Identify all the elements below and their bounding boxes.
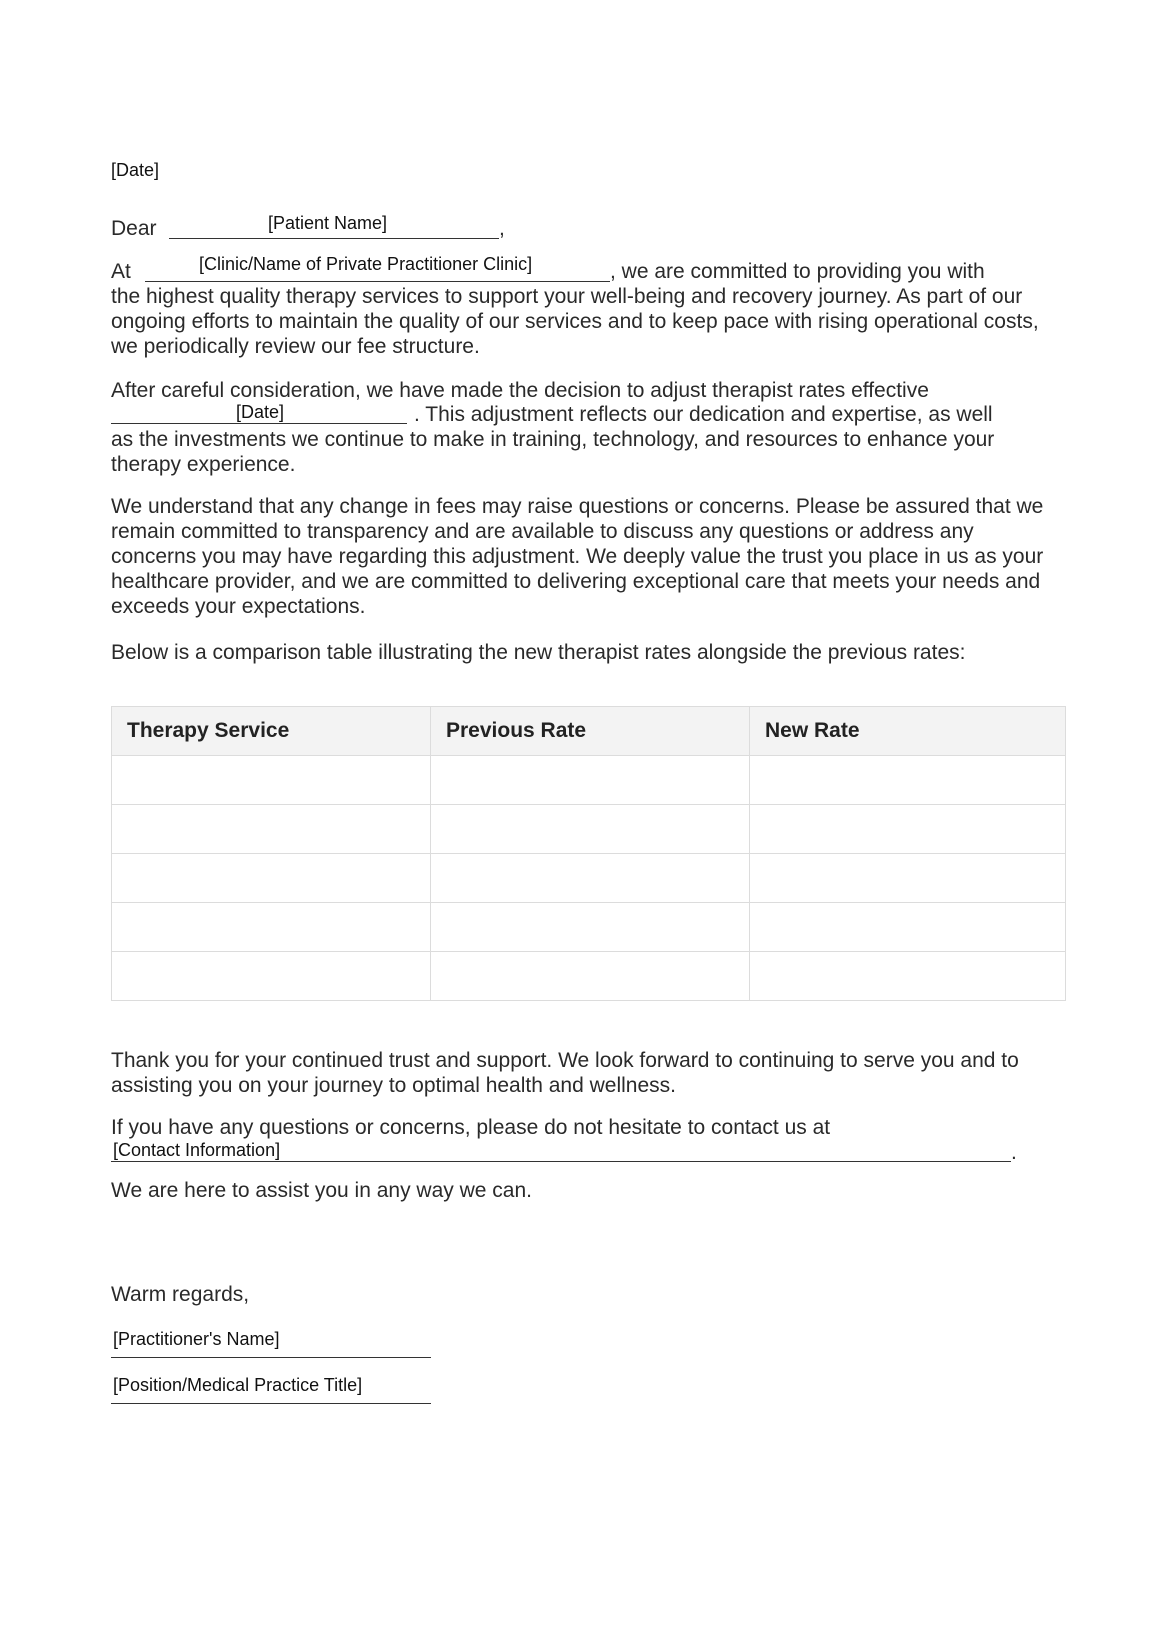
- table-header-row: [112, 707, 1066, 756]
- cell-therapy-service[interactable]: [112, 756, 431, 805]
- cell-new-rate[interactable]: [750, 952, 1066, 1001]
- para2-rest: as the investments we continue to make in training, technology, and resources to enhance your therapy experience.: [111, 428, 995, 476]
- rates-comparison-table: [111, 706, 1066, 1001]
- para2-line2-rest: . This adjustment reflects our dedication and expertise, as well: [414, 403, 993, 426]
- table-row: [112, 805, 1066, 854]
- table-row: [112, 854, 1066, 903]
- patient-name-blank: [169, 238, 499, 239]
- cell-new-rate[interactable]: [750, 756, 1066, 805]
- cell-new-rate[interactable]: [750, 903, 1066, 952]
- cell-therapy-service[interactable]: [112, 805, 431, 854]
- para3: We understand that any change in fees may raise questions or concerns. Please be assured that we remain committed to transparency and are available to discuss any questions or address any concerns you may have regarding this adjustment. We deeply value the trust you place in us as your healthcare provider, and we are committed to delivering exceptional care that meets your needs and exceeds your expectations.: [111, 495, 1044, 618]
- position-title-field[interactable]: [Position/Medical Practice Title]: [113, 1375, 363, 1395]
- para5: Thank you for your continued trust and support. We look forward to continuing to serve you and to assisting you on your journey to optimal health and wellness.: [111, 1049, 1019, 1097]
- clinic-blank: [145, 281, 610, 282]
- para6-line1: If you have any questions or concerns, please do not hesitate to contact us at: [111, 1116, 831, 1139]
- para6-period: .: [1011, 1141, 1017, 1164]
- effective-date-field[interactable]: [Date]: [236, 402, 285, 422]
- cell-previous-rate[interactable]: [431, 756, 750, 805]
- intro-paragraph: the highest quality therapy services to support your well-being and recovery journey. As part of our ongoing efforts to maintain the quality of our services and to keep pace with rising operational costs, we periodically review our fee structure.: [111, 285, 1039, 358]
- practitioner-name-line: [111, 1357, 431, 1358]
- date-field[interactable]: [Date]: [111, 160, 160, 180]
- table-row: [112, 903, 1066, 952]
- intro-line1-rest: , we are committed to providing you with: [610, 260, 985, 283]
- table-row: [112, 756, 1066, 805]
- table-row: [112, 952, 1066, 1001]
- para4: Below is a comparison table illustrating the new therapist rates alongside the previous rates:: [111, 641, 966, 664]
- contact-blank: [111, 1161, 1011, 1162]
- practitioner-name-field[interactable]: [Practitioner's Name]: [113, 1329, 280, 1349]
- closing: Warm regards,: [111, 1283, 250, 1306]
- header-new-rate: New Rate: [750, 707, 1066, 756]
- header-previous-rate: Previous Rate: [431, 707, 750, 756]
- salutation-comma: ,: [499, 217, 505, 240]
- patient-name-field[interactable]: [Patient Name]: [268, 213, 388, 233]
- para2-line1: After careful consideration, we have made the decision to adjust therapist rates effective: [111, 379, 929, 402]
- cell-therapy-service[interactable]: [112, 903, 431, 952]
- position-title-line: [111, 1403, 431, 1404]
- cell-therapy-service[interactable]: [112, 952, 431, 1001]
- effective-date-blank: [111, 423, 407, 424]
- salutation-prefix: Dear: [111, 217, 157, 240]
- cell-previous-rate[interactable]: [431, 952, 750, 1001]
- clinic-name-field[interactable]: [Clinic/Name of Private Practitioner Clinic]: [199, 254, 533, 274]
- intro-prefix: At: [111, 260, 131, 283]
- cell-previous-rate[interactable]: [431, 805, 750, 854]
- cell-new-rate[interactable]: [750, 805, 1066, 854]
- cell-new-rate[interactable]: [750, 854, 1066, 903]
- cell-previous-rate[interactable]: [431, 903, 750, 952]
- contact-information-field[interactable]: [Contact Information]: [113, 1140, 281, 1160]
- cell-therapy-service[interactable]: [112, 854, 431, 903]
- cell-previous-rate[interactable]: [431, 854, 750, 903]
- para7: We are here to assist you in any way we can.: [111, 1179, 532, 1202]
- header-therapy-service: Therapy Service: [112, 707, 431, 756]
